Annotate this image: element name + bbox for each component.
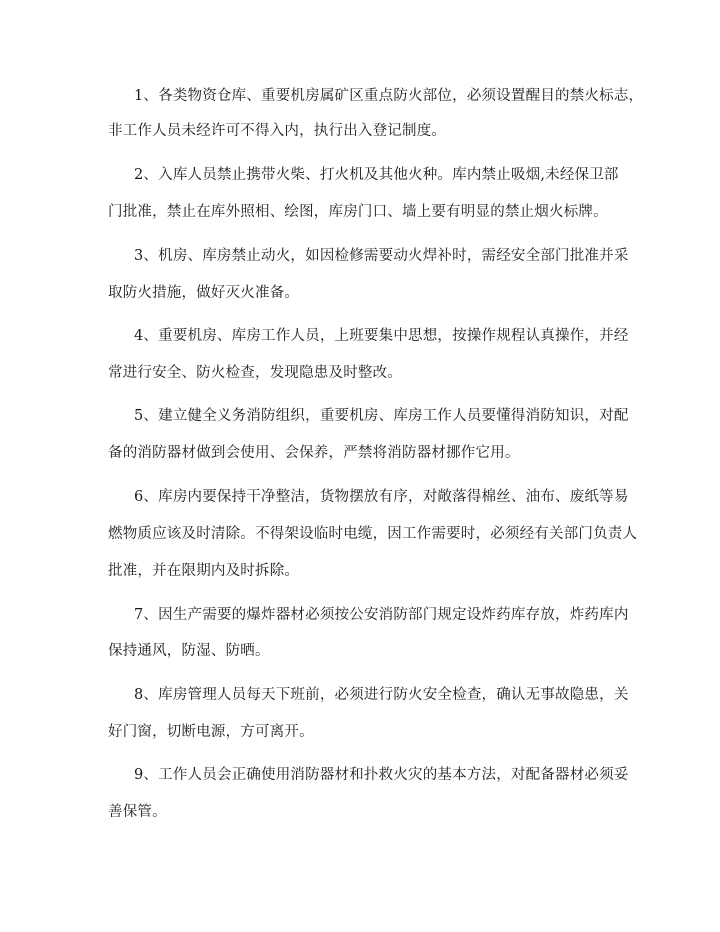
paragraph-6-line-3: 批准，并在限期内及时拆除。 [108, 563, 300, 579]
paragraph-4-line-1: 4、重要机房、库房工作人员，上班要集中思想，按操作规程认真操作，并经 [134, 328, 629, 344]
paragraph-9-line-1: 9、工作人员会正确使用消防器材和扑救火灾的基本方法，对配备器材必须妥 [134, 767, 629, 783]
paragraph-5-line-1: 5、建立健全义务消防组织，重要机房、库房工作人员要懂得消防知识，对配 [134, 408, 629, 424]
paragraph-1-line-2: 非工作人员未经许可不得入内，执行出入登记制度。 [108, 123, 447, 139]
paragraph-9-line-2: 善保管。 [108, 804, 167, 820]
paragraph-7-line-1: 7、因生产需要的爆炸器材必须按公安消防部门规定设炸药库存放，炸药库内 [134, 607, 629, 623]
paragraph-7-line-2: 保持通风，防湿、防晒。 [108, 643, 270, 659]
paragraph-3-line-1: 3、机房、库房禁止动火，如因检修需要动火焊补时，需经安全部门批准并采 [134, 248, 629, 264]
paragraph-8-line-2: 好门窗，切断电源，方可离开。 [108, 724, 314, 740]
paragraph-6-line-2: 燃物质应该及时清除。不得架设临时电缆，因工作需要时，必须经有关部门负责人 [108, 526, 638, 542]
paragraph-6-line-1: 6、库房内要保持干净整洁，货物摆放有序，对敞落得棉丝、油布、废纸等易 [134, 489, 629, 505]
paragraph-8-line-1: 8、库房管理人员每天下班前，必须进行防火安全检查，确认无事故隐患，关 [134, 687, 629, 703]
paragraph-4-line-2: 常进行安全、防火检查，发现隐患及时整改。 [108, 365, 402, 381]
paragraph-1-line-1: 1、各类物资仓库、重要机房属矿区重点防火部位，必须设置醒目的禁火标志， [134, 88, 644, 104]
paragraph-5-line-2: 备的消防器材做到会使用、会保养，严禁将消防器材挪作它用。 [108, 445, 520, 461]
paragraph-2-line-1: 2、入库人员禁止携带火柴、打火机及其他火种。库内禁止吸烟,未经保卫部 [134, 167, 619, 183]
paragraph-2-line-2: 门批准，禁止在库外照相、绘图，库房门口、墙上要有明显的禁止烟火标牌。 [108, 204, 608, 220]
paragraph-3-line-2: 取防火措施，做好灭火准备。 [108, 285, 300, 301]
